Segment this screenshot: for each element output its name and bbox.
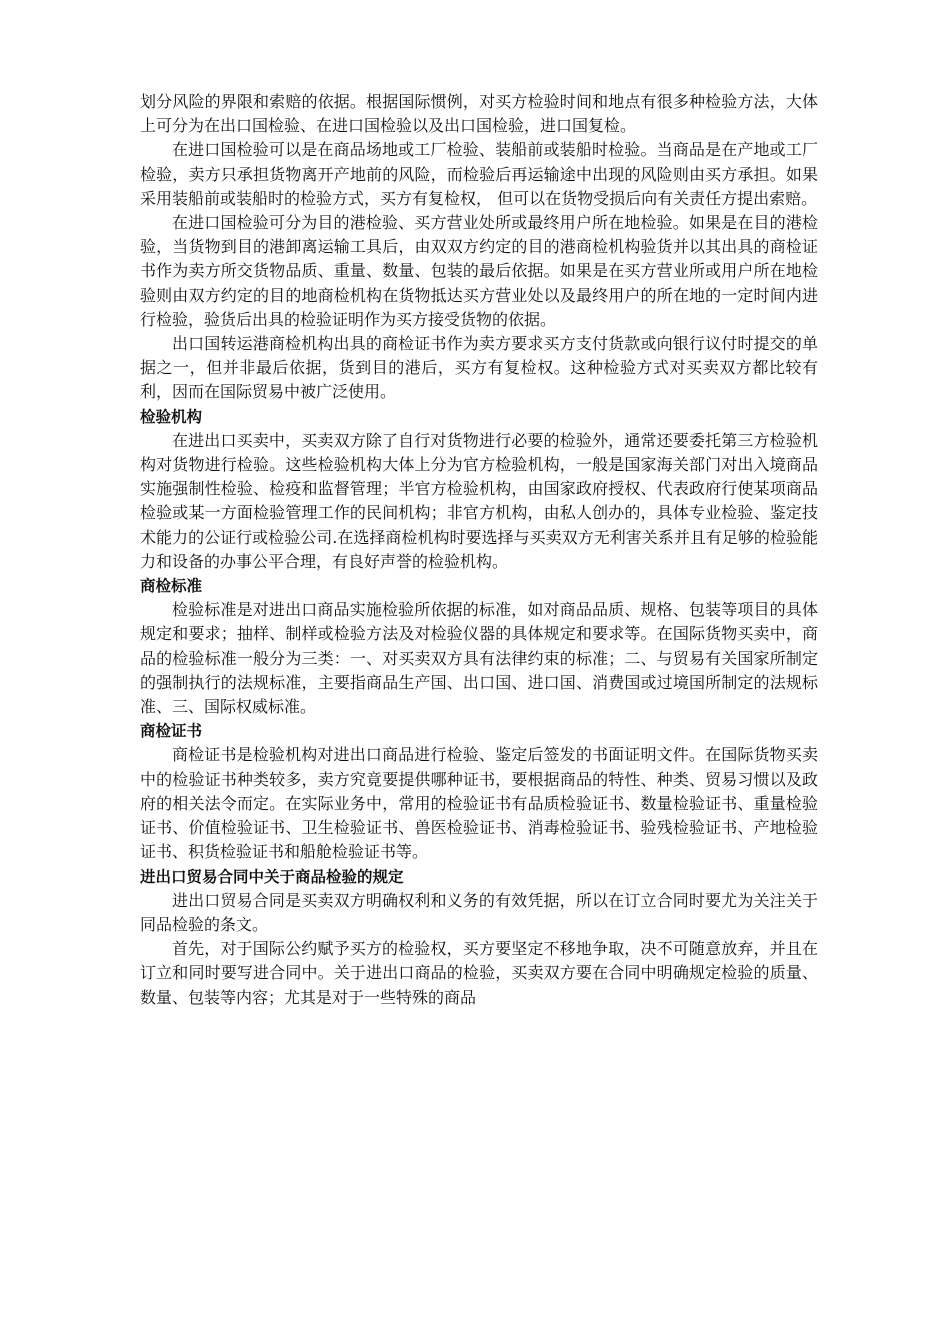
- section-heading-contract-provisions: 进出口贸易合同中关于商品检验的规定: [140, 867, 404, 886]
- section-heading-inspection-agency: 检验机构: [140, 407, 203, 426]
- section-heading-inspection-standard: 商检标准: [140, 577, 203, 596]
- section-heading-inspection-certificate: 商检证书: [140, 722, 203, 741]
- paragraph: 进出口贸易合同是买卖双方明确权利和义务的有效凭据，所以在订立合同时要尤为关注关于同品检验的条文。: [140, 890, 818, 934]
- paragraph: 出口国转运港商检机构出具的商检证书作为卖方要求买方支付货款或向银行议付时提交的单据之一，但并非最后依据，货到目的港后，买方有复检权。这种检验方式对买卖双方都比较有利，因而在国际贸易中被广泛使用。: [140, 334, 818, 402]
- paragraph: 划分风险的界限和索赔的依据。根据国际惯例，对买方检验时间和地点有很多种检验方法，大体上可分为在出口国检验、在进口国检验以及出口国检验，进口国复检。: [140, 92, 818, 136]
- paragraph: 商检证书是检验机构对进出口商品进行检验、鉴定后签发的书面证明文件。在国际货物买卖中的检验证书种类较多，卖方究竟要提供哪种证书，要根据商品的特性、种类、贸易习惯以及政府的相关法令而定。在实际业务中，常用的检验证书有品质检验证书、数量检验证书、重量检验证书、价值检验证书、卫生检验证书、兽医检验证书、消毒检验证书、验残检验证书、产地检验证书、积货检验证书和船舱检验证书等。: [140, 745, 818, 862]
- paragraph: 首先，对于国际公约赋予买方的检验权，买方要坚定不移地争取，决不可随意放弃，并且在订立和同时要写进合同中。关于进出口商品的检验，买卖双方要在合同中明确规定检验的质量、数量、包装等内容；尤其是对于一些特殊的商品: [140, 939, 818, 1007]
- paragraph: 在进口国检验可以是在商品场地或工厂检验、装船前或装船时检验。当商品是在产地或工厂检验，卖方只承担货物离开产地前的风险，而检验后再运输途中出现的风险则由买方承担。如果采用装船前或装船时的检验方式，买方有复检权， 但可以在货物受损后向有关责任方提出索赔。: [140, 140, 818, 208]
- paragraph: 检验标准是对进出口商品实施检验所依据的标准，如对商品品质、规格、包装等项目的具体规定和要求；抽样、制样或检验方法及对检验仪器的具体规定和要求等。在国际货物买卖中，商品的检验标准一般分为三类：一、对买卖双方具有法律约束的标准；二、与贸易有关国家所制定的强制执行的法规标准，主要指商品生产国、出口国、进口国、消费国或过境国所制定的法规标准、三、国际权威标准。: [140, 600, 818, 717]
- document-body: [140, 90, 818, 1010]
- paragraph: 在进口国检验可分为目的港检验、买方营业处所或最终用户所在地检验。如果是在目的港检验，当货物到目的港卸离运输工具后，由双双方约定的目的港商检机构验货并以其出具的商检证书作为卖方所交货物品质、重量、数量、包装的最后依据。如果是在买方营业所或用户所在地检验则由双方约定的目的地商检机构在货物抵达买方营业处以及最终用户的所在地的一定时间内进行检验，验货后出具的检验证明作为买方接受货物的依据。: [140, 213, 818, 329]
- paragraph: 在进出口买卖中，买卖双方除了自行对货物进行必要的检验外，通常还要委托第三方检验机构对货物进行检验。这些检验机构大体上分为官方检验机构，一般是国家海关部门对出入境商品实施强制性检验、检疫和监督管理；半官方检验机构，由国家政府授权、代表政府行使某项商品检验或某一方面检验管理工作的民间机构；非官方机构，由私人创办的，具体专业检验、鉴定技术能力的公证行或检验公司.在选择商检机构时要选择与买卖双方无利害关系并且有足够的检验能力和设备的办事公平合理，有良好声誉的检验机构。: [140, 430, 818, 571]
